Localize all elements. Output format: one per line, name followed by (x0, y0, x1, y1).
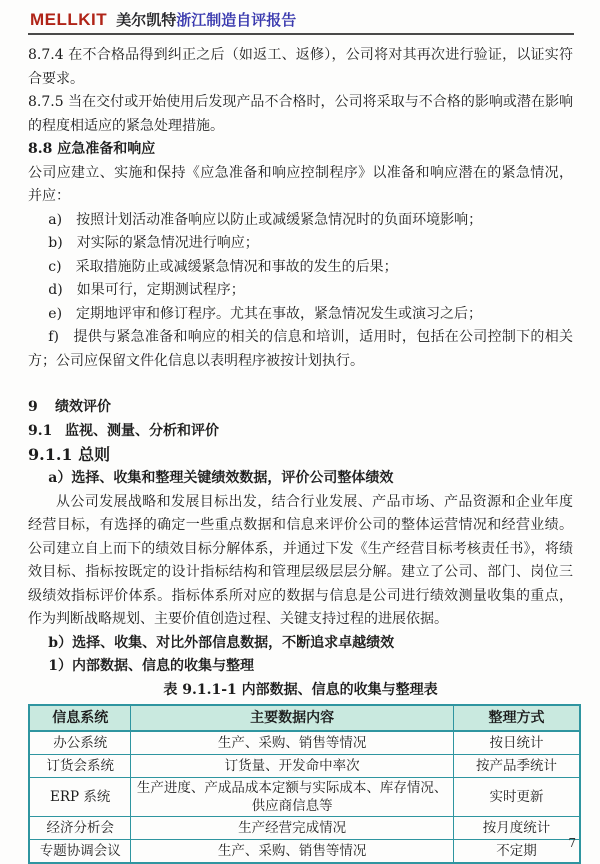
heading-9-1 (28, 420, 573, 444)
sub-item-b: b）选择、收集、对比外部信息数据，不断追求卓越绩效 (48, 634, 395, 651)
table-cell: 专题协调会议 (29, 840, 131, 864)
table-cell: 订货量、开发命中率次 (131, 755, 453, 778)
paragraph-8-7-4: 8.7.4 在不合格品得到纠正之后（如返工、返修），公司将对其再次进行验证，以证实符合要求。 (28, 47, 573, 87)
data-table (28, 704, 581, 864)
table-row (29, 731, 580, 755)
list-item-e: e) 定期地评审和修订程序。尤其在事故，紧急情况发生或演习之后； (48, 305, 483, 322)
table-cell: 按产品季统计 (453, 755, 580, 778)
table-cell: 办公系统 (29, 731, 131, 755)
table-row (29, 778, 580, 817)
table-cell: 生产、采购、销售等情况 (131, 840, 453, 864)
company-logo-text: MELLKIT (30, 10, 108, 29)
list-item-a: a) 按照计划活动准备响应以防止或减缓紧急情况时的负面环境影响； (48, 211, 483, 228)
heading-9-title: 绩效评价 (55, 399, 111, 415)
table-cell: 按日统计 (453, 731, 580, 755)
list-item-f: f) 提供与紧急准备和响应的相关的信息和培训，适用时，包括在公司控制下的相关方；公司应保留文件化信息以表明程序被按计划执行。 (28, 329, 573, 369)
table-cell: 不定期 (453, 840, 580, 864)
report-title: 浙江制造自评报告 (176, 11, 297, 29)
heading-9-1-1: 9.1.1 总则 (28, 445, 111, 464)
table-cell: 生产、采购、销售等情况 (131, 731, 453, 755)
paragraph-performance: 从公司发展战略和发展目标出发，结合行业发展、产品市场、产品资源和企业年度经营目标，有选择的确定一些重点数据和信息来评价公司的整体运营情况和经营业绩。公司建立自上而下的绩效目标分解体系，并通过下发《生产经营目标考核责任书》，将绩效目标、指标按既定的设计指标结构和管理层级层层分解。建立了公司、部门、岗位三级绩效指标评价体系。指标体系所对应的数据与信息是公司进行绩效测量收集的重点，作为判断战略规划、主要价值创造过程、关键支持过程的进展依据。 (28, 493, 573, 627)
heading-9-1-number: 9.1 (28, 422, 53, 439)
heading-8-8: 8.8 应急准备和响应 (28, 141, 156, 157)
table-row (29, 817, 580, 840)
document-header (28, 0, 574, 35)
company-name: 美尔凯特 (116, 11, 177, 29)
heading-9 (28, 396, 573, 420)
table-cell: 生产经营完成情况 (131, 817, 453, 840)
paragraph-8-7-5: 8.7.5 当在交付或开始使用后发现产品不合格时，公司将采取与不合格的影响或潜在影响的程度相适应的紧急处理措施。 (28, 94, 573, 134)
list-item-d: d) 如果可行，定期测试程序； (48, 282, 245, 298)
list-item-b: b) 对实际的紧急情况进行响应； (48, 235, 259, 251)
column-header-organize-method: 整理方式 (453, 705, 580, 731)
column-header-info-system: 信息系统 (29, 705, 131, 731)
table-header-row (29, 705, 580, 731)
list-item-c: c) 采取措施防止或减缓紧急情况和事故的发生的后果； (48, 258, 398, 275)
column-header-main-data: 主要数据内容 (131, 705, 453, 731)
document-body (28, 44, 573, 864)
paragraph-emergency-intro: 公司应建立、实施和保持《应急准备和响应控制程序》以准备和响应潜在的紧急情况，并应： (28, 164, 573, 204)
sub-item-a: a）选择、收集和整理关键绩效数据，评价公司整体绩效 (48, 470, 394, 486)
table-row (29, 840, 580, 864)
sub-item-1: 1）内部数据、信息的收集与整理 (48, 658, 255, 674)
table-caption: 表 9.1.1-1 内部数据、信息的收集与整理表 (163, 681, 438, 698)
table-cell: 经济分析会 (29, 817, 131, 840)
heading-9-number: 9 (28, 399, 38, 415)
table-cell: 订货会系统 (29, 755, 131, 778)
page-number: 7 (568, 836, 576, 850)
table-cell: 生产进度、产成品成本定额与实际成本、库存情况、供应商信息等 (131, 778, 453, 817)
heading-9-1-title: 监视、测量、分析和评价 (65, 422, 219, 439)
table-cell: ERP 系统 (29, 778, 131, 817)
table-cell: 实时更新 (453, 778, 580, 817)
table-row (29, 755, 580, 778)
table-cell: 按月度统计 (453, 817, 580, 840)
